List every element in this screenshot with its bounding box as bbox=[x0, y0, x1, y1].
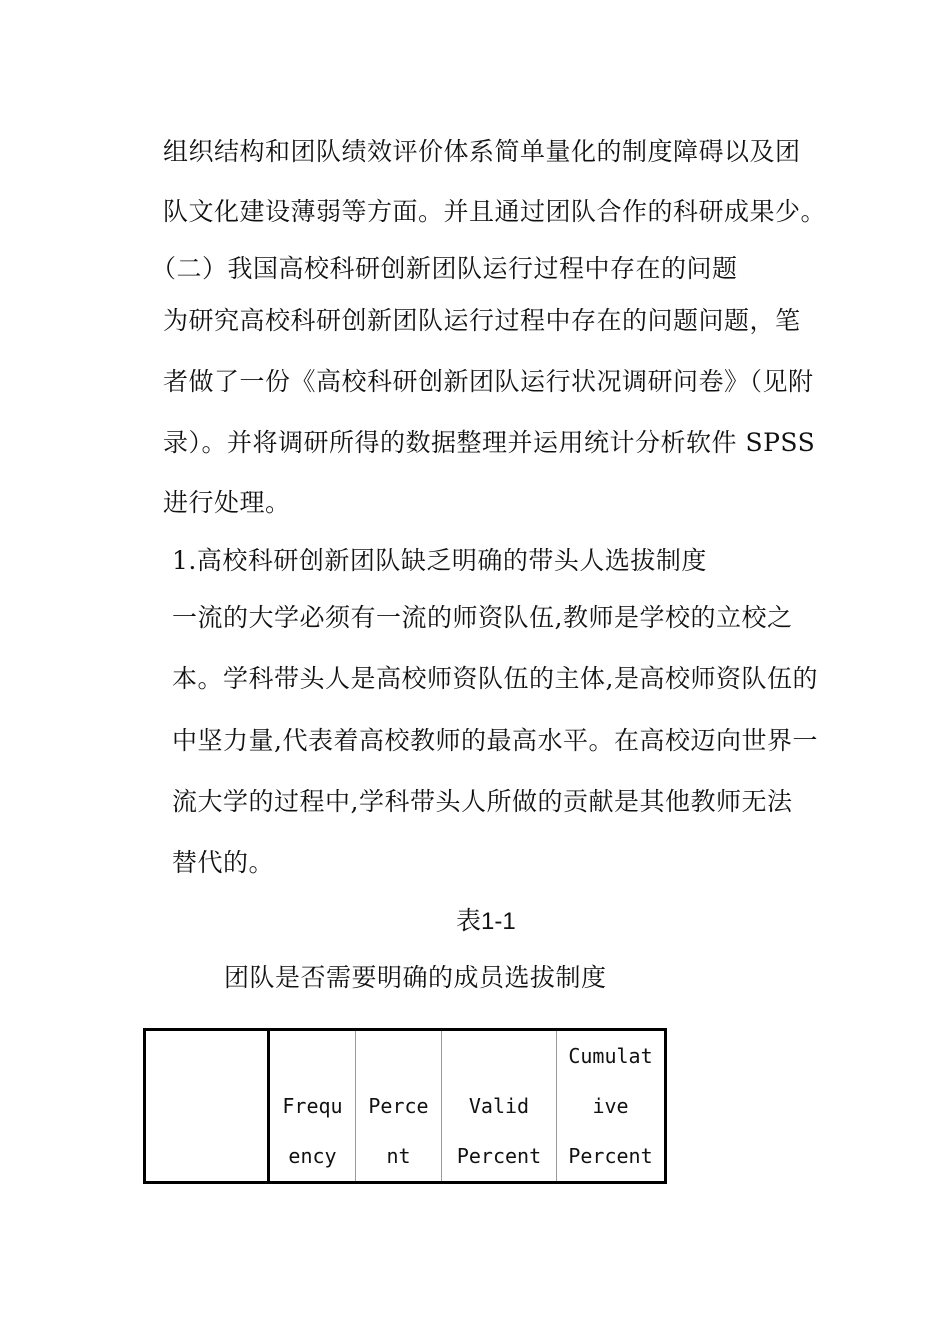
paragraph-line-9: 一流的大学必须有一流的师资队伍,教师是学校的立校之 bbox=[172, 603, 793, 632]
paragraph-line-4: 为研究高校科研创新团队运行过程中存在的问题问题，笔 bbox=[163, 306, 801, 335]
paragraph-line-7: 进行处理。 bbox=[163, 488, 291, 517]
paragraph-line-1: 组织结构和团队绩效评价体系简单量化的制度障碍以及团 bbox=[163, 137, 801, 166]
paragraph-line-12: 流大学的过程中,学科带头人所做的贡献是其他教师无法 bbox=[172, 787, 793, 816]
paragraph-line-10: 本。学科带头人是高校师资队伍的主体,是高校师资队伍的 bbox=[172, 664, 818, 693]
col-cumulative-percent-header: Cumulat ive Percent bbox=[557, 1030, 666, 1183]
table-number: 表1-1 bbox=[456, 906, 516, 935]
table-title: 团队是否需要明确的成员选拔制度 bbox=[224, 963, 607, 992]
col-valid-percent-header: Valid Percent bbox=[442, 1030, 557, 1183]
paragraph-line-11: 中坚力量,代表着高校教师的最高水平。在高校迈向世界一 bbox=[172, 726, 818, 755]
col-percent-header: Perce nt bbox=[356, 1030, 442, 1183]
table-header-row bbox=[145, 1030, 666, 1183]
col-frequency-header: Frequ ency bbox=[269, 1030, 356, 1183]
paragraph-line-5: 者做了一份《高校科研创新团队运行状况调研问卷》（见附 bbox=[163, 367, 814, 396]
frequency-table bbox=[143, 1028, 667, 1184]
paragraph-line-6: 录）。并将调研所得的数据整理并运用统计分析软件 SPSS bbox=[163, 428, 816, 457]
paragraph-line-13: 替代的。 bbox=[172, 848, 275, 877]
subsection-heading: 1.高校科研创新团队缺乏明确的带头人选拔制度 bbox=[172, 546, 707, 575]
section-heading: （二）我国高校科研创新团队运行过程中存在的问题 bbox=[151, 254, 738, 283]
table-stub-header bbox=[145, 1030, 269, 1183]
paragraph-line-2: 队文化建设薄弱等方面。并且通过团队合作的科研成果少。 bbox=[163, 197, 827, 226]
